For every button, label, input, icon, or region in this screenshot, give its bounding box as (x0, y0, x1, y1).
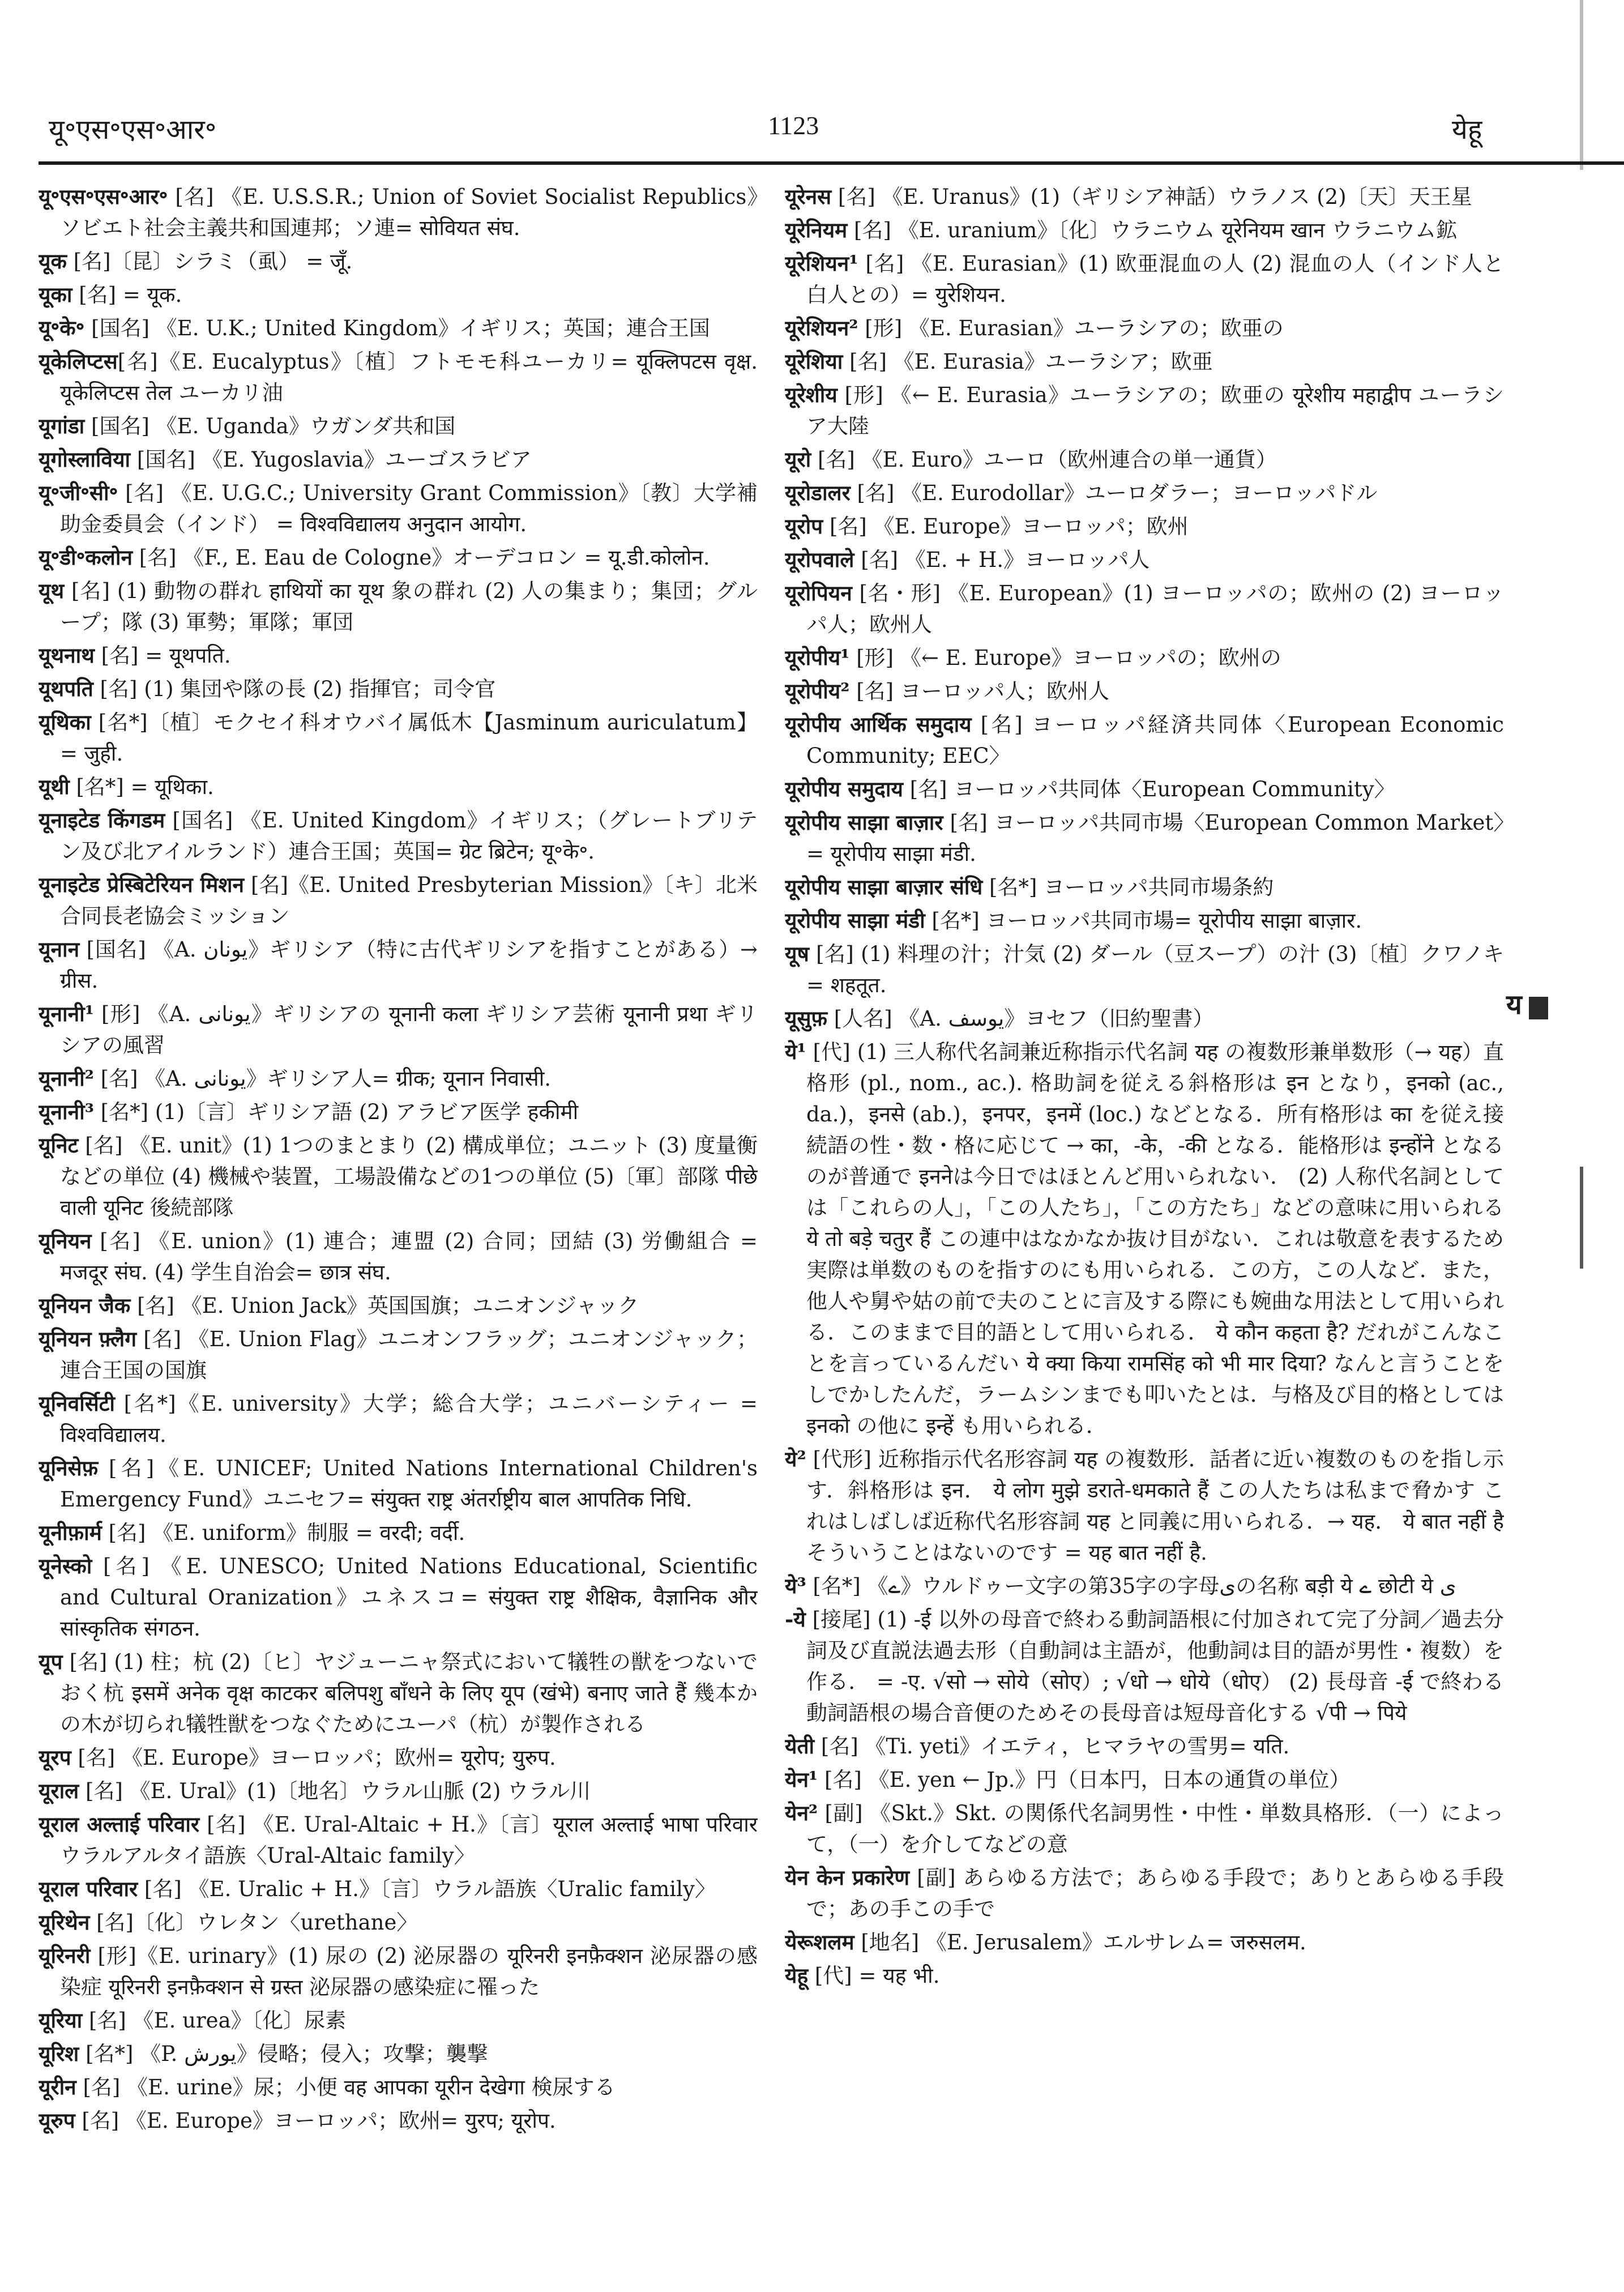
entry-headword: यूरोपीय साझा बाज़ार संधि (785, 874, 983, 899)
entry-headword: यूराल (39, 1778, 79, 1803)
dictionary-entry (785, 248, 1504, 310)
entry-definition: [名]《E. UNICEF; United Nations International Children's Emergency Fund》ユニセフ= संयुक्त राष्ट्र अंतर्राष्ट्रीय बाल आपतिक निधि. (60, 1456, 758, 1512)
entry-definition: [名*] = यूथिका. (69, 775, 214, 799)
entry-definition: [名] 《E. union》(1) 連合；連盟 (2) 合同；団結 (3) 労働組合 = मजदूर संघ. (4) 学生自治会= छात्र संघ. (60, 1229, 758, 1284)
entry-headword: यूथी (39, 774, 70, 799)
entry-headword: यूनिसेफ़ (39, 1456, 99, 1480)
entry-definition: [名] 《E. Uranus》(1)（ギリシア神話）ウラノス (2)〔天〕天王星 (831, 185, 1472, 209)
dictionary-entry (39, 1453, 758, 1515)
entry-definition: [名] 《E. Eurodollar》ユーロダラー；ヨーロッパドル (850, 481, 1378, 505)
entry-definition: [名*] 《P. یورش》侵略；侵入；攻撃；襲撃 (79, 2042, 488, 2066)
entry-headword: यूरो (785, 447, 811, 472)
dictionary-entry (39, 2072, 758, 2103)
dictionary-entry (785, 1003, 1504, 1034)
entry-headword: यूगांडा (39, 413, 85, 438)
entry-definition: [国名] 《E. U.K.; United Kingdom》イギリス；英国；連合王国 (84, 316, 710, 340)
thumb-index-mark (1529, 997, 1548, 1019)
right-column (785, 181, 1504, 2220)
dictionary-entry (39, 246, 758, 277)
dictionary-entry (785, 1731, 1504, 1762)
dictionary-entry (39, 640, 758, 671)
entry-headword: यूथ (39, 578, 65, 603)
entry-headword: ये¹ (785, 1039, 806, 1064)
dictionary-entry (39, 1324, 758, 1386)
thumb-index-letter: य (1506, 989, 1522, 1021)
entry-headword: यूक (39, 249, 67, 274)
entry-headword: यूराल परिवार (39, 1876, 138, 1901)
page-number: 1123 (768, 111, 819, 140)
entry-headword: यूरेनियम (785, 217, 848, 242)
entry-definition: [名] 《E. unit》(1) 1つのまとまり (2) 構成単位；ユニット (3) 度量衡などの単位 (4) 機械や装置，工場設備などの1つの単位 (5)〔軍〕部隊 पीछे वाली यूनिट 後続部隊 (60, 1133, 758, 1220)
dictionary-entry (39, 673, 758, 705)
entry-headword: यूरुप (39, 2108, 75, 2133)
entry-definition: [名] (1) 動物の群れ हाथियों का यूथ 象の群れ (2) 人の集まり；集団；グループ；隊 (3) 軍勢；軍隊；軍団 (60, 579, 758, 634)
entry-headword: यूरोपीय² (785, 678, 850, 703)
dictionary-entry (39, 707, 758, 769)
dictionary-entry (39, 1775, 758, 1807)
dictionary-entry (785, 215, 1504, 246)
entry-headword: यूनियन जैक (39, 1293, 131, 1318)
entry-headword: यूरोपीय साझा मंडी (785, 908, 925, 933)
entry-headword: यूरोपीय¹ (785, 645, 850, 670)
dictionary-entry (39, 1290, 758, 1321)
dictionary-entry (39, 1873, 758, 1905)
entry-definition: [名*] 《ے》ウルドゥー文字の第35字の字母یの名称 बड़ी ये ے छोटी ये ی (806, 1574, 1456, 1598)
entry-definition: [名] (1) 集団や隊の長 (2) 指揮官；司令官 (93, 677, 496, 701)
entry-headword: -ये (785, 1607, 806, 1632)
entry-headword: यूनानी¹ (39, 1001, 94, 1026)
entry-headword: यूनीफ़ार्म (39, 1520, 102, 1545)
entry-definition: [名] = यूक. (72, 283, 182, 307)
entry-definition: [名] 《E. Europe》ヨーロッパ；欧州 (823, 514, 1189, 539)
entry-headword: येन² (785, 1800, 818, 1825)
entry-definition: [国名] 《A. یونان》ギリシア（特に古代ギリシアを指すことがある）→ ग्रीस. (60, 937, 758, 993)
dictionary-entry (39, 279, 758, 310)
entry-definition: [名] 《E. yen ← Jp.》円（日本円，日本の通貨の単位） (818, 1768, 1351, 1792)
entry-definition: [名] 《F., E. Eau de Cologne》オーデコロン = यू.डी.कोलोन. (132, 545, 710, 570)
dictionary-entry (39, 998, 758, 1061)
entry-definition: [名] 《E. Union Flag》ユニオンフラッグ；ユニオンジャック；連合王国の国旗 (60, 1327, 758, 1382)
entry-definition: [副] 《Skt.》Skt. の関係代名詞男性・中性・単数具格形．（一）によって，（一）を介してなどの意 (806, 1801, 1504, 1856)
entry-headword: यू॰डी॰कलोन (39, 545, 133, 570)
entry-definition: [形] 《E. Eurasian》ユーラシアの；欧亜の (858, 316, 1284, 340)
entry-headword: यूप (39, 1649, 63, 1674)
entry-headword: यूसुफ़ (785, 1006, 827, 1031)
entry-headword: यूका (39, 282, 72, 307)
entry-headword: यूथपति (39, 676, 93, 701)
dictionary-entry (39, 1226, 758, 1288)
entry-definition: [名] 《E. uniform》制服 = वरदी; वर्दी. (101, 1521, 465, 1545)
entry-definition: [名・形] 《E. European》(1) ヨーロッパの；欧州の (2) ヨーロッパ人；欧州人 (806, 581, 1504, 637)
running-header (49, 99, 1624, 161)
dictionary-entry (39, 1940, 758, 2003)
entry-definition: [名*]《E. university》大学；総合大学；ユニバーシティー = विश्वविद्यालय. (60, 1392, 758, 1447)
left-column (39, 181, 758, 2220)
dictionary-entry (39, 313, 758, 344)
dictionary-entry (785, 379, 1504, 442)
dictionary-entry (785, 872, 1504, 903)
entry-headword: यूरीन (39, 2075, 76, 2099)
dictionary-entry (39, 575, 758, 638)
entry-definition: [名] 《E. uranium》〔化〕ウラニウム यूरेनियम खान ウラニウム鉱 (847, 218, 1458, 242)
entry-definition: [名] = यूथपति. (94, 643, 231, 668)
entry-definition: [名] 《E. Ural》(1)〔地名〕ウラル山脈 (2) ウラル川 (79, 1779, 591, 1803)
entry-headword: यू॰जी॰सी॰ (39, 480, 118, 505)
entry-definition: [名] 《E. U.G.C.; University Grant Commission》〔教〕大学補助金委員会（インド） = विश्वविद्यालय अनुदान आयोग. (60, 481, 758, 536)
dictionary-entry (785, 807, 1504, 869)
entry-headword: येरूशलम (785, 1930, 854, 1954)
entry-definition: [名] ヨーロッパ人；欧州人 (849, 679, 1110, 703)
dictionary-entry (785, 1036, 1504, 1441)
entry-definition: [名] 《A. یونانی》ギリシア人= ग्रीक; यूनान निवासी. (93, 1066, 552, 1091)
entry-headword: यूनेस्को (39, 1553, 92, 1578)
dictionary-entry (39, 1096, 758, 1128)
dictionary-entry (39, 869, 758, 932)
entry-headword: यूरोपीय साझा बाज़ार (785, 810, 943, 835)
entry-headword: यूरिनरी (39, 1943, 91, 1968)
entry-definition: [形]《E. urinary》(1) 尿の (2) 泌尿器の यूरिनरी इनफ़ैक्शन 泌尿器の感染症 यूरिनरी इनफ़ैक्शन से ग्रस्त 泌尿器の感染症に罹った (60, 1944, 758, 1999)
header-last-headword: येहू (1452, 114, 1482, 146)
entry-definition: [名] 《Ti. yeti》イエティ，ヒマラヤの雪男= यति. (814, 1734, 1290, 1759)
entry-headword: यूगोस्लाविया (39, 447, 131, 472)
entry-headword: यूथनाथ (39, 643, 95, 668)
entry-headword: ये³ (785, 1573, 806, 1598)
entry-definition: [名] 《E. Ural-Altaic + H.》〔言〕यूराल अल्ताई भाषा परिवार ウラルアルタイ語族〈Ural-Altaic family〉 (60, 1812, 758, 1868)
entry-definition: [国名] 《E. United Kingdom》イギリス；（グレートブリテン及び北アイルランド）連合王国；英国= ग्रेट ब्रिटेन; यू॰के॰. (60, 808, 758, 864)
dictionary-entry (39, 1130, 758, 1223)
entry-definition: [名]〔化〕ウレタン〈urethane〉 (89, 1910, 418, 1935)
dictionary-entry (785, 544, 1504, 575)
entry-definition: [接尾] (1) -ई 以外の母音で終わる動詞語根に付加されて完了分詞／過去分詞及び直説法過去形（自動詞は主語が，他動詞は目的語が男性・複数）を作る． = -ए. √सो → सोये（सोए）; √धो → धोये（धोए） (2) 長母音 -ई で終わる動詞語根の場合音便のためその長母音は短母音化する √पी → पिये (805, 1607, 1504, 1725)
entry-headword: यूरेशिया (785, 349, 843, 374)
entry-headword: यूनाइटेड प्रेस्बिटेरियन मिशन (39, 872, 245, 897)
entry-definition: [名] 《E. Union Jack》英国国旗；ユニオンジャック (130, 1294, 639, 1318)
entry-headword: यू॰एस॰एस॰आर॰ (39, 184, 168, 209)
entry-definition: [名] 《E. Eurasian》(1) 欧亜混血の人 (2) 混血の人（インド人と白人との）= युरेशियन. (806, 251, 1504, 307)
entry-definition: [名]《E. Eucalyptus》〔植〕フトモモ科ユーカリ= यूक्लिपटस वृक्ष. यूकेलिप्टस तेल ユーカリ油 (60, 349, 758, 405)
entry-definition: [名] 《E. Europe》ヨーロッパ；欧州= यूरोप; युरुप. (71, 1745, 556, 1770)
dictionary-entry (39, 2038, 758, 2069)
entry-definition: [名] ヨーロッパ共同市場〈European Common Market〉= यूरोपीय साझा मंडी. (806, 810, 1504, 866)
entry-headword: यूरेशीय (785, 382, 837, 407)
entry-definition: [名] 《E. + H.》ヨーロッパ人 (854, 548, 1150, 572)
entry-headword: यूरेशियन¹ (785, 251, 858, 276)
entry-definition: [国名] 《E. Uganda》ウガンダ共和国 (84, 414, 456, 438)
entry-definition: [国名] 《E. Yugoslavia》ユーゴスラビア (130, 447, 532, 472)
entry-headword: यूनिट (39, 1133, 79, 1158)
entry-headword: यूथिका (39, 710, 91, 735)
entry-definition: [代] (1) 三人称代名詞兼近称指示代名詞 यह の複数形兼単数形（→ यह）直格形 (pl., nom., ac.). 格助詞を従える斜格形は इन となり，इनको (ac., da.)，इनसे (ab.)，इनपर，इनमें (loc.) などとなる．所有格形は का を従え接続語の性・数・格に応じて → का，-के，-की となる．能格形は इन्होंने となるのが普通で इननेは今日ではほとんど用いられない． (2) 人称代名詞としては「これらの人」，「この人たち」，「この方たち」などの意味に用いられる ये तो बड़े चतुर हैं この連中はなかなか抜け目がない．これは敬意を表するため実際は単数のものを指すのにも用いられる．この方，この人など．また，他人や舅や姑の前で夫のことに言及する際にも婉曲な用法として用いられる．このままで目的語として用いられる． ये कौन कहता है? だれがこんなことを言っているんだい ये क्या किया रामसिंह को भी मार दिया? なんと言うことをしでかしたんだ，ラームシンまでも叩いたとは．与格及び目的格としては इनको の他に इन्हें も用いられる． (806, 1040, 1504, 1438)
entry-headword: यूनानी³ (39, 1099, 94, 1124)
entry-definition: [形] 《← E. Europe》ヨーロッパの；欧州の (849, 646, 1281, 670)
entry-definition: [代] = यह भी. (808, 1964, 940, 1988)
dictionary-entry (39, 477, 758, 540)
entry-headword: यूरोपियन (785, 581, 852, 605)
dictionary-entry (785, 578, 1504, 640)
page-edge-line-bottom (1580, 1167, 1583, 1269)
entry-definition: [名] ヨーロッパ共同体〈European Community〉 (903, 777, 1395, 801)
entry-headword: ये² (785, 1446, 806, 1471)
entry-definition: [名] (1) 料理の汁；汁気 (2) ダール（豆スープ）の汁 (3)〔植〕クワノキ= शहतूत. (806, 942, 1504, 997)
entry-definition: [名] (1) 柱；杭 (2)〔ヒ〕ヤジューニャ祭式において犠牲の獣をつないでおく杭 इसमें अनेक वृक्ष काटकर बलिपशु बाँधने के लिए यूप (खंभे) बनाए जाते हैं 幾本かの木が切られ犠牲獣をつなぐためにユーパ（杭）が製作される (60, 1650, 758, 1736)
entry-definition: [名]〔昆〕シラミ（虱） = जूँ. (66, 249, 353, 274)
entry-definition: [名] 《E. U.S.S.R.; Union of Soviet Socialist Republics》ソビエト社会主義共和国連邦；ソ連= सोवियत संघ. (60, 185, 758, 240)
dictionary-entry (39, 1388, 758, 1450)
entry-definition: [名*] ヨーロッパ共同市場= यूरोपीय साझा बाज़ार. (925, 908, 1362, 933)
dictionary-entry (39, 346, 758, 408)
entry-headword: यूरोडालर (785, 480, 851, 505)
dictionary-entry (39, 444, 758, 475)
entry-headword: यूनियन (39, 1228, 92, 1253)
header-first-headword: यू॰एस॰एस॰आर॰ (49, 114, 217, 146)
entry-definition: [形] 《A. یونانی》ギリシアの यूनानी कला ギリシア芸術 यूनानी प्रथा ギリシアの風習 (60, 1002, 758, 1057)
entry-headword: यूनिवर्सिटी (39, 1391, 115, 1416)
dictionary-entry (39, 1742, 758, 1773)
dictionary-entry (785, 905, 1504, 936)
dictionary-entry (785, 1570, 1504, 1602)
dictionary-entry (785, 444, 1504, 475)
entry-definition: [地名] 《E. Jerusalem》エルサレム= जरुसलम. (854, 1930, 1306, 1954)
entry-definition: [名*]〔植〕モクセイ科オウバイ属低木【Jasminum auriculatum】= जुही. (60, 710, 758, 766)
entry-definition: [人名] 《A. یوسف》ヨセフ（旧約聖書） (827, 1006, 1214, 1031)
entry-headword: यूरप (39, 1745, 71, 1770)
dictionary-entry (39, 1646, 758, 1740)
entry-headword: यूरोपीय आर्थिक समुदाय (785, 712, 972, 737)
entry-definition: [名] 《E. Uralic + H.》〔言〕ウラル語族〈Uralic family〉 (138, 1877, 716, 1901)
entry-headword: यूकेलिप्टस (39, 349, 118, 374)
entry-headword: यूनान (39, 937, 80, 962)
dictionary-entry (39, 805, 758, 867)
dictionary-entry (39, 934, 758, 996)
entry-headword: येहू (785, 1963, 809, 1988)
entry-definition: [名] 《E. urine》尿；小便 वह आपका यूरीन देखेगा 検尿する (76, 2075, 616, 2099)
dictionary-entry (785, 313, 1504, 344)
dictionary-entry (785, 1798, 1504, 1860)
dictionary-entry (785, 477, 1504, 509)
dictionary-entry (785, 774, 1504, 805)
entry-headword: यूनाइटेड किंगडम (39, 808, 165, 833)
dictionary-entry (785, 1764, 1504, 1795)
dictionary-entry (39, 1551, 758, 1644)
dictionary-entry (785, 642, 1504, 673)
entry-headword: यूरिथेन (39, 1910, 90, 1935)
dictionary-entry (39, 411, 758, 442)
entry-headword: यूष (785, 941, 809, 966)
dictionary-entry (785, 1960, 1504, 1991)
entry-headword: यूरेशियन² (785, 315, 858, 340)
dictionary-entry (39, 1063, 758, 1094)
dictionary-entry (39, 2105, 758, 2136)
entry-headword: येन केन प्रकारेण (785, 1865, 910, 1890)
entry-headword: यूराल अल्ताई परिवार (39, 1812, 200, 1837)
entry-definition: [代形] 近称指示代名形容詞 यह の複数形．話者に近い複数のものを指し示す．斜格形は इन． ये लोग मुझे डराते-धमकाते हैं この人たちは私まで脅かす これはしばしば近称代名形容詞 यह と同義に用いられる．→ यह． ये बात नहीं है そういうことはないのです = यह बात नहीं है. (806, 1447, 1504, 1565)
entry-definition: [形] 《← E. Eurasia》ユーラシアの；欧亜の यूरेशीय महाद्वीप ユーラシア大陸 (806, 383, 1504, 438)
entry-definition: [名] ヨーロッパ経済共同体〈European Economic Community; EEC〉 (806, 712, 1504, 768)
dictionary-entry (39, 181, 758, 244)
dictionary-entry (39, 1517, 758, 1548)
dictionary-entry (39, 1809, 758, 1871)
dictionary-entry (785, 709, 1504, 771)
dictionary-entry (785, 181, 1504, 212)
dictionary-entry (785, 1444, 1504, 1568)
dictionary-entry (785, 1604, 1504, 1728)
dictionary-entry (39, 2005, 758, 2036)
entry-headword: यूनियन फ़्लैग (39, 1326, 137, 1351)
dictionary-entry (785, 676, 1504, 707)
entry-definition: [名] 《E. Eurasia》ユーラシア；欧亜 (843, 349, 1213, 374)
dictionary-entry (785, 1862, 1504, 1924)
entry-definition: [名*] ヨーロッパ共同市場条約 (982, 875, 1274, 899)
entry-headword: येन¹ (785, 1767, 818, 1792)
entry-headword: यूरिश (39, 2041, 79, 2066)
dictionary-entry (39, 1907, 758, 1938)
entry-definition: [名] 《E. urea》〔化〕尿素 (82, 2008, 347, 2033)
header-rule (39, 161, 1624, 165)
entry-headword: यूरोपीय समुदाय (785, 776, 903, 801)
entry-definition: [名] 《E. Europe》ヨーロッパ；欧州= युरप; यूरोप. (75, 2109, 556, 2133)
entry-definition: [名]《E. United Presbyterian Mission》〔キ〕北米合同長老協会ミッション (60, 873, 758, 928)
entry-definition: [名] 《E. UNESCO; United Nations Educational, Scientific and Cultural Oranization》ユネスコ= संयुक्त राष्ट्र शैक्षिक, वैज्ञानिक और सांस्कृतिक संगठन. (60, 1554, 758, 1641)
dictionary-entry (39, 771, 758, 803)
entry-headword: येती (785, 1734, 815, 1759)
entry-headword: यूरेनस (785, 184, 832, 209)
entry-definition: [名*] (1)〔言〕ギリシア語 (2) アラビア医学 हकीमी (93, 1100, 579, 1124)
entry-headword: यूरोपवाले (785, 547, 854, 572)
entry-definition: [副] あらゆる方法で；あらゆる手段で；ありとあらゆる手段で；あの手この手で (806, 1866, 1504, 1921)
entry-headword: यू॰के॰ (39, 315, 85, 340)
dictionary-entry (785, 346, 1504, 377)
entry-headword: यूरोप (785, 514, 823, 539)
entry-definition: [名] 《E. Euro》ユーロ（欧州連合の単一通貨） (811, 447, 1277, 472)
dictionary-entry (785, 511, 1504, 542)
dictionary-entry (39, 542, 758, 573)
dictionary-entry (785, 1927, 1504, 1958)
dictionary-entry (785, 938, 1504, 1001)
entry-headword: यूरिया (39, 2008, 83, 2033)
entry-headword: यूनानी² (39, 1066, 94, 1091)
